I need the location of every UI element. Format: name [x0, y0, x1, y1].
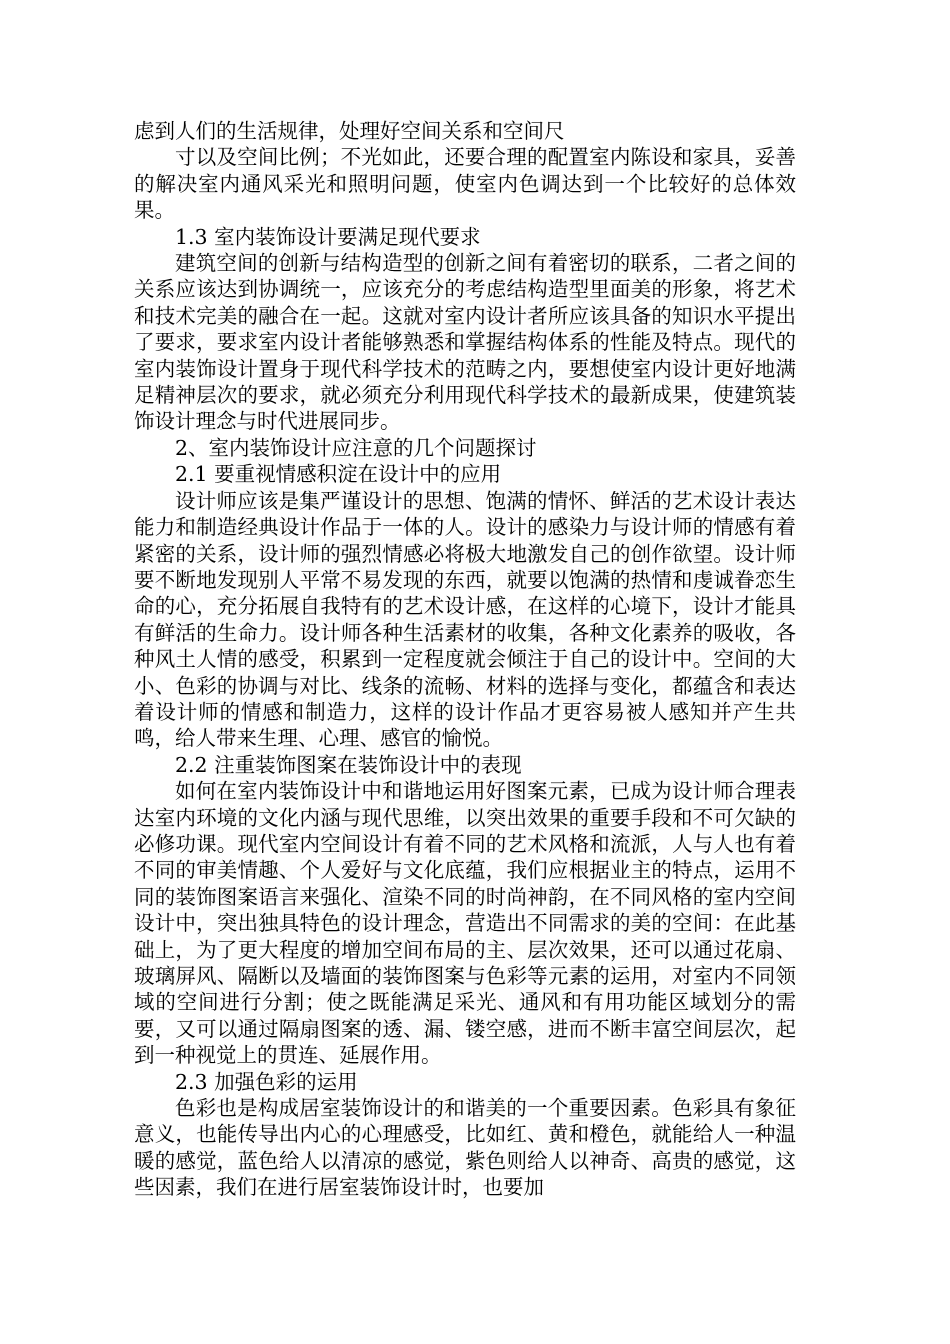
document-page: [134, 118, 796, 1201]
section-heading-2: 2、室内装饰设计应注意的几个问题探讨: [175, 435, 537, 460]
paragraph-body: 色彩也是构成居室装饰设计的和谐美的一个重要因素。色彩具有象征意义，也能传导出内心的心理感受，比如红、黄和橙色，就能给人一种温暖的感觉，蓝色给人以清凉的感觉，紫色则给人以神奇、高贵的感觉，这些因素，我们在进行居室装饰设计时，也要加: [134, 1096, 796, 1200]
section-heading-2-2: 2.2 注重装饰图案在装饰设计中的表现: [175, 752, 522, 777]
section-heading-2-1: 2.1 要重视情感积淀在设计中的应用: [175, 462, 502, 487]
paragraph-continuation: 虑到人们的生活规律，处理好空间关系和空间尺: [134, 119, 565, 143]
paragraph-body: 寸以及空间比例；不光如此，还要合理的配置室内陈设和家具，妥善的解决室内通风采光和照明问题，使室内色调达到一个比较好的总体效果。: [134, 145, 796, 223]
section-heading-1-3: 1.3 室内装饰设计要满足现代要求: [175, 224, 481, 249]
paragraph-body: 建筑空间的创新与结构造型的创新之间有着密切的联系，二者之间的关系应该达到协调统一，应该充分的考虑结构造型里面美的形象，将艺术和技术完美的融合在一起。这就对室内设计者所应该具备的知识水平提出了要求，要求室内设计者能够熟悉和掌握结构体系的性能及特点。现代的室内装饰设计置身于现代科学技术的范畴之内，要想使室内设计更好地满足精神层次的要求，就必须充分利用现代科学技术的最新成果，使建筑装饰设计理念与时代进展同步。: [134, 251, 796, 434]
paragraph-body: 设计师应该是集严谨设计的思想、饱满的情怀、鲜活的艺术设计表达能力和制造经典设计作品于一体的人。设计的感染力与设计师的情感有着紧密的关系，设计师的强烈情感必将极大地激发自己的创作欲望。设计师要不断地发现别人平常不易发现的东西，就要以饱满的热情和虔诚眷恋生命的心，充分拓展自我特有的艺术设计感，在这样的心境下，设计才能具有鲜活的生命力。设计师各种生活素材的收集，各种文化素养的吸收，各种风土人情的感受，积累到一定程度就会倾注于自己的设计中。空间的大小、色彩的协调与对比、线条的流畅、材料的选择与变化，都蕴含和表达着设计师的情感和制造力，这样的设计作品才更容易被人感知并产生共鸣，给人带来生理、心理、感官的愉悦。: [134, 488, 796, 751]
section-heading-2-3: 2.3 加强色彩的运用: [175, 1069, 358, 1094]
paragraph-body: 如何在室内装饰设计中和谐地运用好图案元素，已成为设计师合理表达室内环境的文化内涵与现代思维，以突出效果的重要手段和不可欠缺的必修功课。现代室内空间设计有着不同的艺术风格和流派，人与人也有着不同的审美情趣、个人爱好与文化底蕴，我们应根据业主的特点，运用不同的装饰图案语言来强化、渲染不同的时尚神韵，在不同风格的室内空间设计中，突出独具特色的设计理念，营造出不同需求的美的空间：在此基础上，为了更大程度的增加空间布局的主、层次效果，还可以通过花扇、玻璃屏风、隔断以及墙面的装饰图案与色彩等元素的运用，对室内不同领域的空间进行分割；使之既能满足采光、通风和有用功能区域划分的需要，又可以通过隔扇图案的透、漏、镂空感，进而不断丰富空间层次，起到一种视觉上的贯连、延展作用。: [134, 779, 796, 1068]
